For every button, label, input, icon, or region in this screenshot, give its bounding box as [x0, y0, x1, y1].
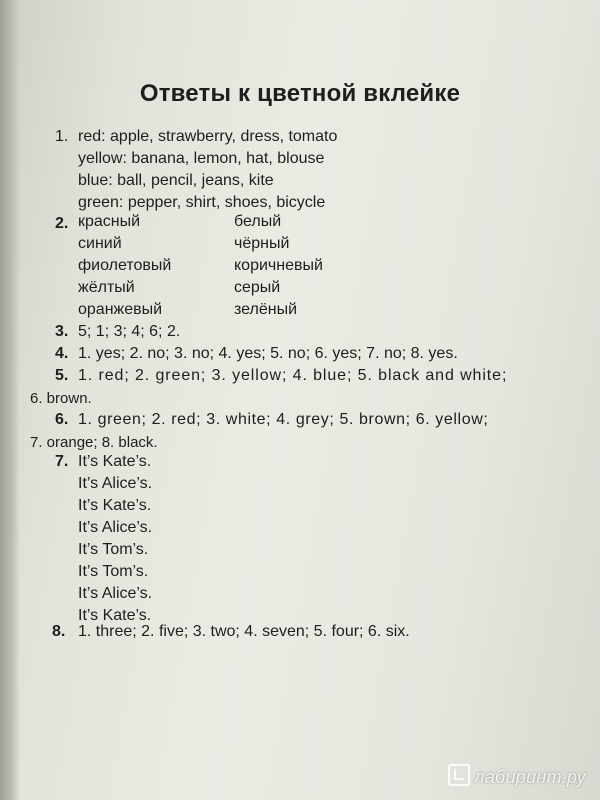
answer-6-continuation: 7. orange; 8. black. — [30, 434, 158, 451]
watermark-text: лабиринт.ру — [474, 767, 586, 787]
answer-1-number: 1. — [55, 128, 69, 145]
answer-2-left-item: оранжевый — [78, 301, 163, 318]
answer-3-number: 3. — [55, 323, 69, 340]
answer-8-number: 8. — [52, 623, 66, 640]
answer-7-line: It’s Kate’s. — [78, 607, 152, 624]
answer-2-right-item: коричневый — [234, 257, 323, 274]
page-edge-shadow — [0, 0, 20, 800]
answer-5-text: 1. red; 2. green; 3. yellow; 4. blue; 5. black and white; — [78, 367, 508, 384]
answer-7-line: It’s Tom’s. — [78, 541, 149, 558]
answer-2-right-item: серый — [234, 279, 281, 296]
answer-4-text: 1. yes; 2. no; 3. no; 4. yes; 5. no; 6. yes; 7. no; 8. yes. — [78, 345, 458, 362]
labirint-logo-icon — [448, 764, 470, 786]
answer-7-line: It’s Alice’s. — [78, 585, 153, 602]
answer-2-right-item: белый — [234, 213, 282, 230]
answer-7-line: It’s Alice’s. — [78, 475, 153, 492]
answer-1-line: yellow: banana, lemon, hat, blouse — [78, 150, 325, 167]
answer-6-text: 1. green; 2. red; 3. white; 4. grey; 5. brown; 6. yellow; — [78, 411, 489, 428]
answer-7-line: It’s Tom’s. — [78, 563, 149, 580]
answer-2-right-item: зелёный — [234, 301, 298, 318]
answer-7-line: It’s Kate’s. — [78, 497, 152, 514]
answer-5-number: 5. — [55, 367, 69, 384]
labirint-watermark — [448, 764, 586, 788]
answer-2-left-item: жёлтый — [78, 279, 135, 296]
answer-7-number: 7. — [55, 453, 69, 470]
answer-2-right-item: чёрный — [234, 235, 290, 252]
answer-5-continuation: 6. brown. — [30, 390, 92, 407]
answer-3-text: 5; 1; 3; 4; 6; 2. — [78, 323, 181, 340]
answer-8-text: 1. three; 2. five; 3. two; 4. seven; 5. four; 6. six. — [78, 623, 410, 640]
answer-7-line: It’s Kate’s. — [78, 453, 152, 470]
answer-2-left-item: красный — [78, 213, 141, 230]
answer-1-line: red: apple, strawberry, dress, tomato — [78, 128, 338, 145]
answer-1-line: blue: ball, pencil, jeans, kite — [78, 172, 274, 189]
answer-6-number: 6. — [55, 411, 69, 428]
answer-2-left-item: фиолетовый — [78, 257, 172, 274]
answer-2-number: 2. — [55, 215, 69, 232]
answer-7-line: It’s Alice’s. — [78, 519, 153, 536]
answer-1-line: green: pepper, shirt, shoes, bicycle — [78, 194, 326, 211]
answer-2-left-item: синий — [78, 235, 122, 252]
answer-4-number: 4. — [55, 345, 69, 362]
page-title: Ответы к цветной вклейке — [139, 80, 461, 107]
